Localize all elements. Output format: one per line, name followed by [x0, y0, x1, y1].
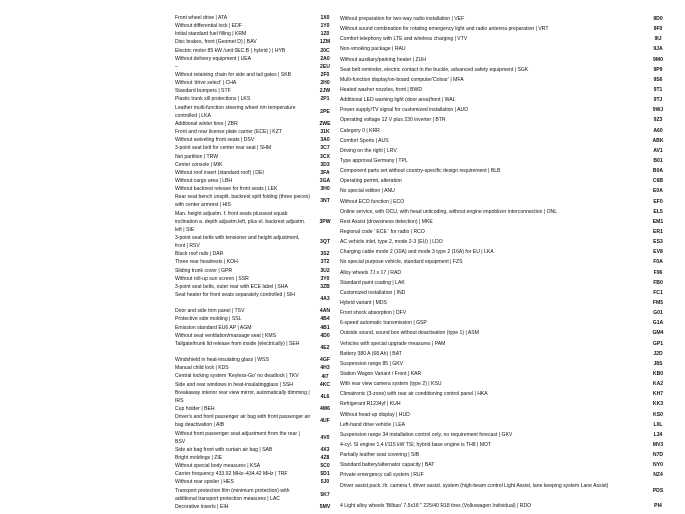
option-code: AV1 [653, 147, 663, 154]
option-code: G01 [653, 310, 663, 317]
option-description: Plastic trunk sill protections | LKS [175, 96, 251, 103]
option-code: KA2 [652, 381, 664, 388]
option-description: Standard paint coating | LAK [340, 279, 405, 286]
option-code: 1Y0 [320, 23, 330, 30]
option-code: 4B1 [320, 324, 330, 331]
option-description: Manual child lock | KDS [175, 365, 229, 372]
option-code: 1X0 [320, 15, 330, 22]
option-description: Type approval Germany | TPL [340, 158, 408, 164]
option-description: With rear view camera system (type 2) | KSU [340, 381, 442, 388]
option-code: EM1 [652, 218, 664, 225]
option-code: 3H0 [320, 186, 330, 193]
option-description: Without roll-up sun screen | SSR [175, 275, 249, 282]
option-description: Rest Assist (drowsiness detection) | MKE [340, 218, 433, 225]
option-description: Sliding trunk cover | GPR [175, 267, 233, 274]
option-code: 1ZM [319, 39, 331, 46]
option-description: Operating voltage 12 V plus 230 inverter | BTR [340, 117, 446, 124]
option-description: Tailgate/trunk lid release from inside (electrically) | SEH [175, 340, 300, 347]
option-code: 2WE [319, 120, 331, 127]
option-code: MV3 [652, 442, 664, 449]
option-code: 4E2 [320, 344, 330, 351]
option-description: Side and rear windows in heat-insulatingglass | SSH [175, 381, 293, 388]
option-code: 9T1 [653, 87, 663, 94]
option-code: 3T2 [320, 259, 330, 266]
option-code-document [0, 14, 685, 512]
option-code: 9JA [653, 46, 663, 53]
option-description: Without preparation for two-way radio installation | VEF [340, 16, 465, 22]
option-code: 3D3 [320, 161, 330, 168]
option-code: 4H3 [320, 365, 330, 372]
option-description: 3-point seat belts with tensioner and height adjustment, front | RSV [175, 234, 300, 250]
option-code: 4D0 [320, 332, 330, 339]
option-code: 9WJ [652, 107, 664, 114]
option-description: Left-hand drive vehicle | LEA [340, 421, 406, 428]
option-description: Net partition | TRW [175, 153, 219, 160]
option-description: Central locking system 'Keyless-Go' no deadlock | TKV [175, 373, 299, 380]
option-description: Front shock absorption | DFV [340, 310, 407, 317]
option-description: Protective side molding | SSL [175, 316, 242, 323]
option-code: 4Z8 [320, 454, 330, 461]
option-description: Driving on the right | LRV [340, 147, 397, 154]
option-code: 3Y0 [320, 275, 330, 282]
option-code: KS0 [653, 411, 663, 418]
option-description: Hybrid variant | MDS [340, 300, 387, 306]
option-description: Comfort telephony with LTE and wireless charging | VTV [340, 36, 468, 43]
option-code: FC1 [653, 289, 663, 296]
option-code: 4V0 [320, 434, 330, 441]
option-code: NY0 [653, 462, 663, 469]
option-code: 3NT [320, 198, 330, 205]
option-code: FM5 [652, 300, 664, 307]
option-code: F0A [653, 259, 663, 266]
option-description: AC vehicle inlet, type 2, mode 2-3 (EU) | LDO [340, 239, 443, 246]
option-description: Non-smoking package | RAU [340, 46, 406, 53]
option-code: KB0 [652, 371, 664, 378]
option-code: PDS [652, 487, 664, 494]
option-description: Station Wagon Variant / Front | KAR [340, 371, 422, 377]
option-code: J2D [653, 350, 663, 357]
option-code: F96 [653, 269, 663, 276]
option-description: Charging cable mode 2 (10A) and mode 3 type 2 (16A) for EU | LKA [340, 249, 494, 256]
option-code: 4B4 [320, 316, 330, 323]
option-code: 3GA [319, 177, 331, 184]
option-description: Suspension range 34 installation control only, no requirement forecast | GKV [340, 431, 513, 438]
option-description: Partially leather seat covering | SIB [340, 452, 420, 459]
option-description: Breakaway interior rear view mirror, automatically dimming | IRS [175, 389, 310, 404]
option-code: 4KC [319, 381, 331, 388]
option-description: Online service, with OCU, with head unitcoding, without engine impoblizer interconnection | ONL [340, 208, 558, 215]
option-description: Regional code ' ECE ' for radio | RCO [340, 229, 425, 235]
option-code: 9M0 [653, 56, 663, 63]
option-description: Heated washer nozzles, front | BWD [340, 87, 423, 93]
option-code: 5D1 [320, 471, 330, 478]
option-description: Without front passenger seat adjustment from the rear | BSV [175, 430, 300, 445]
option-code: GP1 [652, 340, 664, 347]
option-description: 4 Light alloy wheels 'Bilbao' 7.5x18 " 225/40 R18 tires (Volkswagen Individual) | RDO [340, 502, 532, 509]
option-code: 2F0 [320, 72, 330, 79]
option-code: EV8 [653, 249, 663, 256]
option-description: Bright moldings | ZIE [175, 454, 223, 461]
option-description: Front and rear license plate carrier (ECE) | KZT [175, 129, 282, 136]
option-code: 1Z0 [320, 31, 330, 38]
option-code: E0A [653, 188, 663, 195]
option-code: 9S6 [653, 76, 663, 83]
option-code: N7D [652, 452, 664, 459]
option-code: 3PW [319, 218, 331, 225]
option-code: KH7 [652, 391, 664, 398]
option-description: Additional LED warning light (door area)front | WAL [340, 97, 456, 104]
option-code: ES3 [653, 239, 663, 246]
option-code: 5K7 [320, 491, 330, 498]
option-description: Driver assist.pack.:/tr. camera f. driver assist. system (high-beam control Light Assist, lane keeping system Lane Assist) [340, 482, 609, 489]
option-description: Without roof insert (standard roof) | DEI [175, 169, 264, 176]
option-code: 4L6 [320, 393, 330, 400]
option-description: Black roof rails | DAR [175, 251, 224, 258]
option-description: Additional winter tires | ZBR [175, 120, 238, 127]
option-code: 3QT [320, 239, 330, 246]
option-description: Man. height adjustm. f. front seats plusseat squab inclination a. depth adjustm.left, plus el. backrest adjustm. left | SIE [175, 210, 306, 233]
option-code: 20C [320, 47, 330, 54]
option-code: A60 [653, 127, 663, 134]
option-code: PI4 [654, 502, 662, 509]
option-description: Without special body measures | KSA [175, 463, 261, 470]
option-code: EF0 [653, 198, 663, 205]
option-code: 2JW [319, 88, 331, 95]
option-code: 3U2 [320, 267, 330, 274]
option-code: 4UF [320, 418, 330, 425]
option-description: Without delivery equipment | UEA [175, 55, 252, 62]
option-code: G1A [652, 320, 664, 327]
option-description: Suspension range 85 | GKV [340, 360, 404, 367]
option-description: Without ECO function | ECO [340, 198, 405, 205]
option-description: Disc brakes, front (Geomet D) | BAV [175, 39, 257, 46]
option-description: Without retaining chain for side and tail gates | SKB [175, 72, 291, 79]
option-description: Without 'drive select' | CHA [175, 80, 237, 87]
option-description: Component parts set without country-specific design requirement | BLB [340, 168, 501, 175]
option-description: Side air bag front with curtain air bag | SAB [175, 446, 273, 453]
option-code: 4I7 [321, 373, 329, 380]
option-code: 9Z3 [653, 117, 663, 124]
option-description: Windshield in heat-insulating glass | WSS [175, 357, 269, 364]
option-code: 2PE [320, 108, 330, 115]
option-code: 4X3 [320, 446, 330, 453]
option-description: Without rear spoiler | HES [175, 479, 234, 486]
option-code: 4M6 [320, 406, 330, 413]
option-description: Driver's and front passenger air bag with front passenger air bag deactivation | AIB [175, 414, 311, 429]
option-description: Rear seat bench unsplit, backrest split folding (three pieces) with center armrest | HIS [175, 194, 311, 209]
option-code: 5J0 [320, 479, 330, 486]
option-code: 3S2 [320, 251, 330, 258]
option-code: 2H0 [320, 80, 330, 87]
option-description: Seat belt reminder, electric contact in the buckle, advanced safety equipment | SGK [340, 66, 529, 73]
option-code: 4AN [319, 308, 331, 315]
option-description: 3-point seat belt for center rear seat | SHM [175, 145, 272, 152]
option-code: 3ZB [320, 283, 330, 290]
option-description: Transport protection film (minimum protection) with additional transport protection measures | LAC [175, 487, 290, 502]
option-description: Power supply/TV signal for customized installation | AUD [340, 107, 468, 114]
option-description: Electric motor 85 kW /unit 0EC.B ( hybrid ) | HYB [175, 47, 286, 54]
option-description: Cup holder | BEH [175, 406, 215, 413]
option-description: Without backrest release for front seats | LEK [175, 186, 278, 193]
option-description: Operating permit, alteration [340, 178, 402, 185]
option-code: 5C0 [320, 463, 330, 470]
option-description: Center console | MIK [175, 161, 223, 168]
option-code: GM4 [652, 330, 664, 337]
option-code: KK3 [652, 401, 664, 408]
option-description: Three rear headrests | KOH [175, 259, 238, 266]
option-description: Without swiveling front seats | DSV [175, 137, 255, 144]
option-code: B01 [653, 158, 663, 165]
option-code: 5MV [319, 503, 331, 510]
option-description: Category 0 | KRR [340, 127, 380, 134]
option-code: 4GF [320, 357, 330, 364]
option-code: 2A0 [320, 55, 330, 62]
option-description: Comfort Sports | AUS [340, 137, 389, 144]
option-code: NZ4 [653, 472, 663, 479]
option-description: Standard battery/alternator capacity | BAT [340, 462, 435, 469]
option-description: Without sound combination for rotating emergency light and radio antenna preparation | VRT [340, 26, 549, 33]
option-code: 2P1 [320, 96, 330, 103]
option-description: No special purpose vehicle, standard equipment | FZS [340, 259, 463, 266]
option-code: 9TJ [653, 97, 663, 104]
option-description: Vehicles with special upgrade measures | PAM [340, 340, 446, 347]
option-code: J8S [653, 360, 663, 367]
option-code: 9IJ [654, 36, 662, 43]
option-code: 3CX [320, 153, 330, 160]
option-code: ER1 [653, 229, 663, 236]
option-code: 4A3 [320, 296, 330, 303]
option-description: Without head-up display | HUD [340, 411, 410, 418]
option-code: 2EU [320, 63, 330, 70]
option-description: Multi-function display/on-board computer'Colour' | MFA [340, 76, 464, 83]
option-description: Standard bumpers | STF [175, 88, 231, 95]
option-code: 31K [320, 129, 330, 136]
option-description: No special edition | ANU [340, 188, 395, 195]
option-code: L34 [653, 431, 663, 438]
option-code: ABK [652, 137, 664, 144]
option-description: Customized installation | IND [340, 289, 406, 296]
option-description: 3-point seat belts, outer rear with ECE label | SHA [175, 283, 288, 290]
option-code: C6B [652, 178, 664, 185]
option-code: FB0 [653, 279, 663, 286]
option-code: 9D0 [653, 16, 663, 23]
option-description: Emission standard EU6 AP | AGM [175, 324, 252, 331]
option-description: Without auxiliary/parking heater | ZUH [340, 56, 426, 63]
option-description: Door and side trim panel | TSV [175, 308, 245, 315]
option-description: Alloy wheels 7J x 17 | RAD [340, 269, 402, 276]
option-description: Decorative inserts | EIH [175, 503, 229, 510]
option-code: 9F0 [653, 26, 663, 33]
option-description: Climatronic (3-zone) with rear air conditioning control panel | HKA [340, 391, 488, 398]
option-code: 3FA [320, 169, 330, 176]
option-description: Without seat ventilation/massage seat | KMS [175, 332, 276, 339]
option-description: Refrigerant R1234yf | KUH [340, 401, 401, 408]
option-description: Leather multi-function steering wheel rim temperature controlled | LKA [175, 104, 296, 119]
option-code: 3A0 [320, 137, 330, 144]
option-description: Front wheel drive | ATA [175, 15, 228, 21]
option-description: Battery 380 A (68 Ah) | BAT [340, 350, 402, 357]
option-code: 9P9 [653, 66, 663, 73]
option-description: Private emergency call system | RUF [340, 472, 424, 479]
option-description: Seat heater for front seats separately controlled | SIH [175, 292, 295, 299]
option-code: 3C7 [320, 145, 330, 152]
option-description: Carrier frequency 433.92 MHz–434.42 MHz | TRF [175, 471, 288, 478]
option-description: – [175, 63, 178, 70]
option-code: L0L [653, 421, 663, 428]
option-code: EL5 [653, 208, 663, 215]
option-description: Without cargo area | LBH [175, 177, 233, 184]
option-description: Outside sound, sound box without deactivation (type 1) | ASM [340, 330, 479, 337]
option-description: 4-cyl. SI engine 1,4 l/115 kW TSI, hybrid base engine is TH8 | MOT [340, 442, 492, 448]
option-description: Initial standard fuel filling | KRM [175, 31, 247, 38]
option-description: 6-speed automatic transmission | GSP [340, 320, 427, 327]
option-code: B0A [652, 168, 664, 175]
option-description: Without differential lock | EDF [175, 23, 242, 30]
